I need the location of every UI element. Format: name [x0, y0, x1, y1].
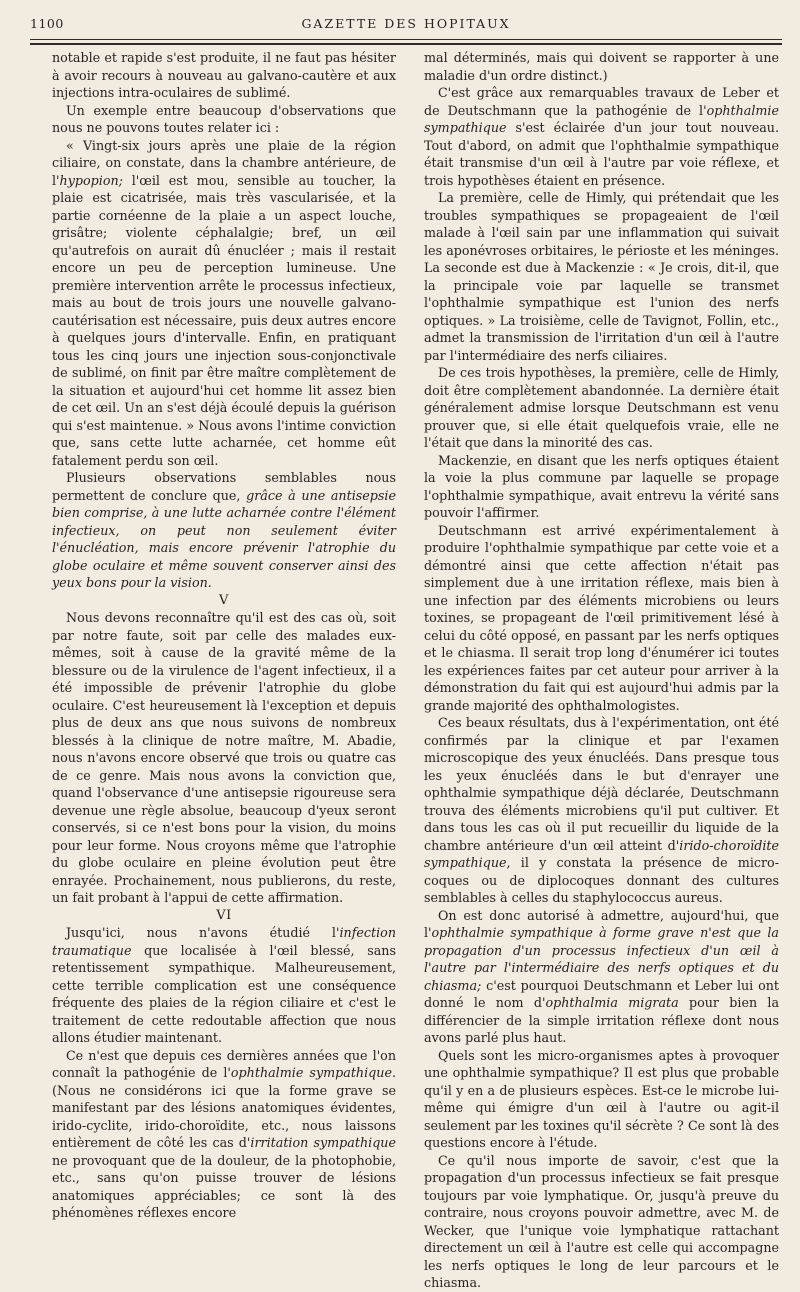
header-rule-thin	[30, 39, 782, 40]
section-heading-v: V	[219, 592, 229, 608]
page-number: 1100	[30, 16, 64, 31]
journal-title: GAZETTE DES HOPITAUX	[301, 16, 511, 31]
paragraph: Deutschmann est arrivé expérimentalement à produire l'ophthalmie sympathique par cette voie et a démontré ainsi que cette affection n'était pas simplement due à une irritation réflexe, mais bien à une infection par des éléments microbiens ou leurs toxines, se propageant de l'œil primitivement lésé à celui du côté opposé, en passant par les nerfs optiques et le chiasma. Il serait trop long d'énumérer ici toutes les expériences faites par cet auteur pour arriver à la démonstration du fait qui est aujourd'hui admis par la grande majorité des ophthalmologistes.	[424, 522, 779, 713]
left-column	[52, 49, 396, 1222]
right-column	[424, 49, 779, 1292]
paragraph: Ce qu'il nous importe de savoir, c'est que la propagation d'un processus infectieux se fait presque toujours par voie lymphatique. Or, jusqu'à preuve du contraire, nous croyons pouvoir admettre, avec M. de Wecker, que l'unique voie lymphatique rattachant directement un œil à l'autre est celle qui accompagne les nerfs optiques le long de leur parcours et le chiasma.	[424, 1152, 779, 1290]
paragraph: mal déterminés, mais qui doivent se rapporter à une maladie d'un ordre distinct.)	[424, 50, 779, 83]
paragraph: Mackenzie, en disant que les nerfs optiques étaient la voie la plus commune par laquelle se propage l'ophthalmie sympathique, avait entrevu la vérité sans pouvoir l'affirmer.	[424, 452, 779, 520]
paragraph: Quels sont les micro-organismes aptes à provoquer une ophthalmie sympathique? Il est plus que probable qu'il y en a de plusieurs espèces. Est-ce le microbe lui-même qui émigre d'un œil à l'autre ou agit-il seulement par les toxines qu'il sécrète ? Ce sont là des questions encore à l'étude.	[424, 1047, 779, 1150]
paragraph: On est donc autorisé à admettre, aujourd'hui, que l'ophthalmie sympathique à forme grave n'est que la propagation d'un processus infectieux d'un œil à l'autre par l'intermédiaire des nerfs optiques et du chiasma; c'est pourquoi Deutschmann et Leber lui ont donné le nom d'ophthalmia migrata pour bien la différencier de la simple irritation réflexe dont nous avons parlé plus haut.	[424, 907, 780, 1045]
page-header	[30, 16, 782, 34]
paragraph: Jusqu'ici, nous n'avons étudié l'infection traumatique que localisée à l'œil blessé, sans retentissement sympathique. Malheureusement, cette terrible complication est une conséquence fréquente des plaies de la région ciliaire et c'est le traitement de cette redoutable affection que nous allons étudier maintenant.	[52, 925, 396, 1045]
paragraph: De ces trois hypothèses, la première, celle de Himly, doit être complètement abandonnée. La dernière était généralement admise lorsque Deutschmann est venu prouver que, si elle était quelquefois vraie, elle ne l'était que dans la minorité des cas.	[424, 365, 779, 450]
header-rule-thick	[30, 43, 782, 45]
paragraph: C'est grâce aux remarquables travaux de Leber et de Deutschmann que la pathogénie de l'ophthalmie sympathique s'est éclairée d'un jour tout nouveau. Tout d'abord, on admit que l'ophthalmie sympathique était transmise d'un œil à l'autre par voie réflexe, et trois hypothèses étaient en présence.	[424, 85, 779, 188]
paragraph: La première, celle de Himly, qui prétendait que les troubles sympathiques se propageaient de l'œil malade à l'œil sain par une inflammation qui suivait les aponévroses orbitaires, le périoste et les méninges. La seconde est due à Mackenzie : « Je crois, dit-il, que la principale voie par laquelle se transmet l'ophthalmie sympathique est l'union des nerfs optiques. » La troisième, celle de Tavignot, Follin, etc., admet la transmission de l'irritation d'un œil à l'autre par l'intermédiaire des nerfs ciliaires.	[424, 190, 779, 363]
section-heading-vi: VI	[216, 907, 232, 923]
paragraph: notable et rapide s'est produite, il ne faut pas hésiter à avoir recours à nouveau au galvano-cautère et aux injections intra-oculaires de sublimé.	[52, 50, 396, 100]
paragraph: Ce n'est que depuis ces dernières années que l'on connaît la pathogénie de l'ophthalmie sympathique. (Nous ne considérons ici que la forme grave se manifestant par des lésions anatomiques évidentes, irido-cyclite, irido-choroïdite, etc., nous laissons entièrement de côté les cas d'irritation sympathique ne provoquant que de la douleur, de la photophobie, etc., sans qu'on puisse trouver de lésions anatomiques appréciables; ce sont là des phénomènes réflexes encore	[52, 1047, 396, 1220]
conclusion-paragraph: Plusieurs observations semblables nous permettent de conclure que, grâce à une antisepsie bien comprise, à une lutte acharnée contre l'élément infectieux, on peut non seulement éviter l'énucléation, mais encore prévenir l'atrophie du globe oculaire et même souvent conserver ainsi des yeux bons pour la vision.	[52, 470, 396, 590]
paragraph: Un exemple entre beaucoup d'observations que nous ne pouvons toutes relater ici :	[52, 102, 396, 135]
observation-paragraph: « Vingt-six jours après une plaie de la région ciliaire, on constate, dans la chambre antérieure, de l'hypopion; l'œil est mou, sensible au toucher, la plaie est cicatrisée, mais très vascularisée, et la partie cornéenne de la plaie a un aspect louche, grisâtre; violente céphalalgie; bref, un œil qu'autrefois on aurait dû énucléer ; mais il restait encore un peu de perception lumineuse. Une première intervention arrête le processus infectieux, mais au bout de trois jours une nouvelle galvano-cautérisation est nécessaire, puis deux autres encore à quelques jours d'intervalle. Enfin, en pratiquant tous les cinq jours une injection sous-conjonctivale de sublimé, on finit par être maître complètement de la situation et aujourd'hui cet homme lit assez bien de cet œil. Un an s'est déjà écoulé depuis la guérison qui s'est maintenue. » Nous avons l'intime conviction que, sans cette lutte acharnée, cet homme eût fatalement perdu son œil.	[52, 137, 396, 468]
paragraph: Nous devons reconnaître qu'il est des cas où, soit par notre faute, soit par celle des malades eux-mêmes, soit à cause de la gravité même de la blessure ou de la virulence de l'agent infectieux, il a été impossible de prévenir l'atrophie du globe oculaire. C'est heureusement là l'exception et depuis plus de deux ans que nous suivons de nombreux blessés à la clinique de notre maître, M. Abadie, nous n'avons encore observé que trois ou quatre cas de ce genre. Mais nous avons la conviction que, quand l'observance d'une antisepsie rigoureuse sera devenue une règle absolue, beaucoup d'yeux seront conservés, si ce n'est bons pour la vision, du moins pour leur forme. Nous croyons même que l'atrophie du globe oculaire en pleine évolution peut être enrayée. Prochainement, nous publierons, du reste, un fait probant à l'appui de cette affirmation.	[52, 610, 396, 905]
paragraph: Ces beaux résultats, dus à l'expérimentation, ont été confirmés par la clinique et par l'examen microscopique des yeux énucléés. Dans presque tous les yeux énucléés dans le but d'enrayer une ophthalmie sympathique déjà déclarée, Deutschmann trouva des éléments microbiens qu'il put cultiver. Et dans tous les cas où il put recueillir du liquide de la chambre antérieure d'un œil atteint d'irido-choroïdite sympathique, il y constata la présence de micro-coques ou de diplocoques donnant des cultures semblables à celles du staphylococcus aureus.	[424, 715, 779, 905]
